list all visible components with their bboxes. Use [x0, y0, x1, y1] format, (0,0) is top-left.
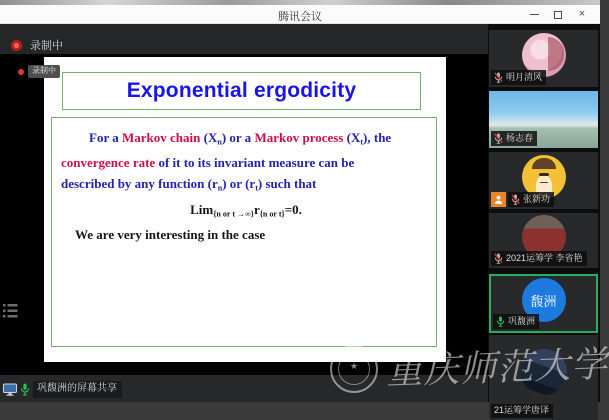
recording-label: 录制中 [30, 40, 63, 52]
slide-text-segment: For a [89, 130, 122, 145]
participant-tile[interactable] [489, 335, 598, 420]
participant-name-badge [491, 404, 553, 418]
participant-avatar [521, 349, 567, 395]
presentation-slide [44, 57, 446, 362]
participant-name: 巩馥洲 [508, 315, 536, 326]
shared-screen-stage [0, 24, 488, 375]
mic-on-icon [496, 316, 505, 327]
participant-tile[interactable] [489, 152, 598, 209]
avatar-initials: 馥洲 [530, 293, 557, 309]
participant-tile[interactable] [489, 30, 598, 87]
mic-muted-icon [511, 194, 520, 205]
slide-text-segment: t [360, 137, 364, 147]
presenter-recording-indicator [18, 65, 60, 78]
participant-name: 明月清风 [506, 71, 543, 82]
slide-text-segment: ), the [363, 130, 392, 145]
participant-name: 张新功 [523, 193, 551, 204]
slide-text-segment: t [255, 183, 258, 193]
participant-name-badge [491, 251, 587, 266]
participant-name-badge [508, 192, 554, 207]
maximize-button[interactable] [546, 5, 570, 24]
participant-tile[interactable] [489, 213, 598, 268]
participant-name-badge [491, 70, 546, 85]
slide-text-segment: Lim [190, 201, 214, 217]
record-dot-icon [11, 40, 22, 51]
slide-text-segment: We are very interesting in the case [75, 226, 266, 242]
slide-text-segment: (X [203, 130, 218, 145]
slide-text-segment: {n or t →∞} [213, 208, 254, 218]
participant-sidebar[interactable] [488, 24, 600, 416]
person-icon [494, 195, 503, 204]
mic-muted-icon [494, 72, 503, 83]
close-button[interactable] [570, 5, 594, 24]
slide-body-line [61, 199, 431, 224]
participant-name: 2021运筹学 李省艳 [506, 252, 583, 263]
slide-text-segment: (X [346, 130, 361, 145]
slide-body-box [51, 117, 437, 347]
slide-text-segment: Markov process [254, 130, 347, 145]
presenter-recording-label: 录制中 [28, 65, 60, 78]
participant-tile[interactable] [489, 91, 598, 148]
slide-body-line [61, 152, 431, 173]
titlebar[interactable] [0, 5, 600, 24]
maximize-icon [554, 11, 562, 19]
slide-text-segment: ) or (r [222, 176, 256, 192]
mic-on-icon [20, 383, 30, 396]
shared-screen-content [0, 54, 488, 375]
seal-star-icon: ★ [349, 361, 359, 371]
participant-name-badge [493, 314, 539, 329]
window-title: 腾讯会议 [278, 11, 322, 23]
screen-share-indicator[interactable] [3, 381, 122, 398]
minimize-button[interactable] [522, 5, 546, 24]
window-controls [522, 5, 594, 24]
slide-text-segment: Markov chain [121, 130, 204, 145]
slide-title-box [62, 72, 421, 110]
participant-name: 21运筹学唐译 [494, 405, 550, 416]
slide-text-segment: =0. [284, 201, 302, 217]
slide-body-line [61, 224, 431, 245]
slide-body-line [61, 173, 431, 198]
slide-text-segment: n [217, 183, 223, 193]
slide-title: Exponential ergodicity [126, 79, 357, 102]
mic-muted-icon [494, 253, 503, 264]
recording-indicator [11, 37, 63, 53]
slide-text-segment: {n or t} [259, 208, 285, 218]
close-icon: × [578, 8, 586, 20]
slide-text-segment: r [253, 201, 260, 217]
participant-name-badge [491, 131, 537, 146]
mic-muted-icon [494, 133, 503, 144]
slide-text-segment: n [217, 137, 222, 147]
watermark-text: 重庆师范大学 [385, 343, 609, 393]
screen-share-label: 巩馥洲的屏幕共享 [33, 381, 122, 398]
slide-text-segment: described by any function (r [61, 176, 218, 192]
slide-list-icon[interactable] [3, 302, 18, 325]
bottom-bar [0, 375, 488, 402]
participant-name: 杨志春 [506, 132, 534, 143]
slide-text-segment: ) such that [257, 176, 317, 192]
slide-body-line [61, 127, 431, 152]
slide-text-segment: ) or a [221, 130, 255, 145]
participant-tile[interactable] [489, 274, 598, 333]
record-dot-icon [18, 69, 24, 75]
minimize-icon [530, 14, 539, 15]
host-person-badge [491, 192, 506, 207]
monitor-icon [3, 383, 17, 396]
slide-text-segment: of it to its invariant measure can be [155, 155, 355, 171]
slide-text-segment: convergence rate [61, 155, 156, 171]
